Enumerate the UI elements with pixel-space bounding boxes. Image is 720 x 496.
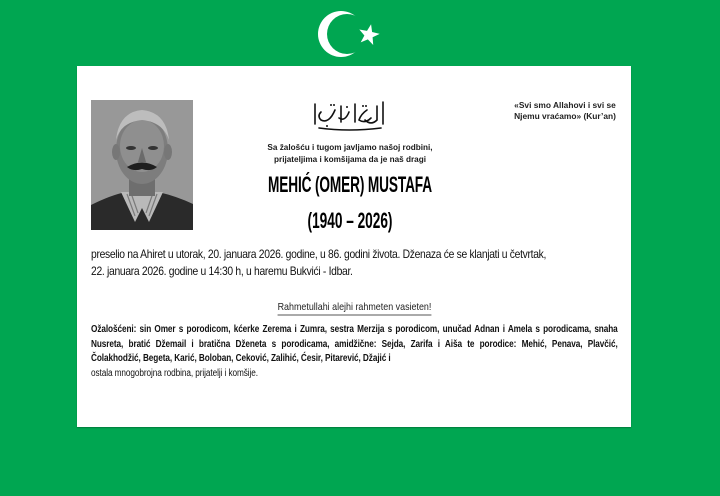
- intro-line-1: Sa žalošću i tugom javljamo našoj rodbini,: [267, 143, 433, 152]
- intro-text: [227, 142, 473, 165]
- funeral-announcement: [91, 246, 619, 279]
- arabic-calligraphy-icon: [309, 96, 389, 136]
- portrait-photo: [91, 100, 193, 230]
- prayer-text: Rahmetullahi alejhi rahmeten vasieten!: [277, 301, 431, 316]
- mourners-last-line: ostala mnogobrojna rodbina, prijatelji i komšije.: [91, 367, 258, 379]
- obituary-card: [77, 66, 631, 427]
- quran-quote: [500, 100, 630, 122]
- deceased-name: MEHIĆ (OMER) MUSTAFA: [268, 172, 432, 197]
- mourners-list: [91, 323, 618, 381]
- life-years: (1940 – 2026): [307, 208, 393, 233]
- announcement-line-2: 22. januara 2026. godine u 14:30 h, u haremu Bukvići - Idbar.: [91, 263, 353, 278]
- intro-line-2: prijateljima i komšijama da je naš dragi: [274, 154, 426, 164]
- announcement-line-1: preselio na Ahiret u utorak, 20. januara 2026. godine, u 86. godini života. Dženaza će se klanjati u četvrtak,: [91, 247, 547, 261]
- quote-line-2: Njemu vraćamo» (Kur’an): [514, 111, 616, 121]
- prayer-line: [77, 297, 631, 316]
- quote-line-1: «Svi smo Allahovi i svi se: [514, 100, 616, 110]
- crescent-star-icon: [318, 6, 382, 62]
- mourners-text: Ožalošćeni: sin Omer s porodicom, kćerke Zerema i Zumra, sestra Merzija s porodicom, unučad Adnan i Amela s porodicama, snaha Nusreta, bratić Džemail i bratična Dženeta s porodicama, amidžične: Sejda, Zarifa i Aiša te porodice: Mehić, Penava, Plavčić, Čolakhodžić, Begeta, Karić, Boloban, Ceković, Zalihić, Ćesir, Pitarević, Džajić i: [91, 324, 618, 364]
